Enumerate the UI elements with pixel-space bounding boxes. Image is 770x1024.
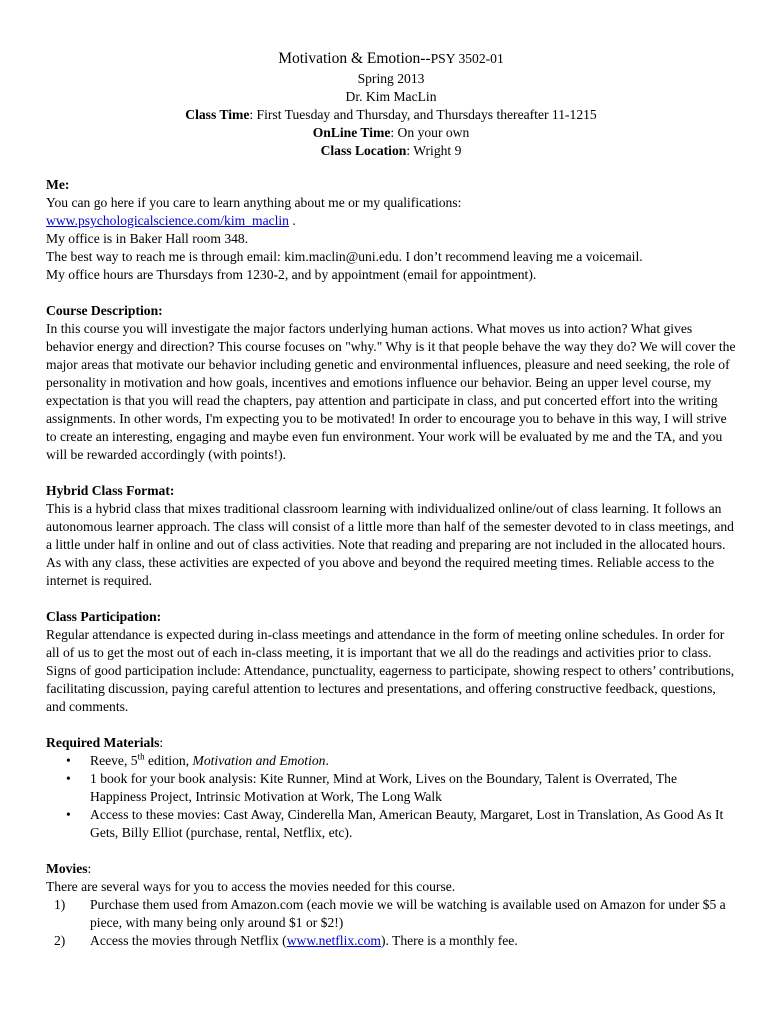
section-course-description xyxy=(46,302,736,464)
class-location-label: Class Location xyxy=(320,143,407,158)
book-analysis-options: 1 book for your book analysis: Kite Runner, Mind at Work, Lives on the Boundary, Talent is Overrated, The Happiness Project, Intrinsic Motivation at Work, The Long Walk xyxy=(90,771,677,804)
movies-intro: There are several ways for you to access the movies needed for this course. xyxy=(46,879,456,894)
syllabus-page xyxy=(46,48,736,950)
list-item xyxy=(46,932,736,950)
textbook-edition: edition, xyxy=(144,753,193,768)
amazon-option: Purchase them used from Amazon.com (each movie we will be watching is available used on Amazon for under $5 a piece, with many being only around $1 or $2!) xyxy=(90,897,726,930)
section-heading-class-participation: Class Participation: xyxy=(46,609,162,624)
movie-list: Access to these movies: Cast Away, Cinderella Man, American Beauty, Margaret, Lost in Translation, As Good As It Gets, Billy Elliot (purchase, rental, Netflix, etc). xyxy=(90,807,724,840)
class-time xyxy=(46,106,736,124)
class-location xyxy=(46,142,736,160)
online-time-value: : On your own xyxy=(390,125,470,140)
me-link-line xyxy=(46,212,736,230)
edition-superscript: th xyxy=(137,751,145,762)
section-hybrid-format xyxy=(46,482,736,590)
section-heading-required-materials xyxy=(46,734,736,752)
textbook-author: Reeve, 5 xyxy=(90,753,138,768)
term: Spring 2013 xyxy=(357,71,425,86)
movies-heading-colon: : xyxy=(87,861,92,876)
netflix-link[interactable]: www.netflix.com xyxy=(286,933,381,948)
section-me xyxy=(46,176,736,284)
textbook-title: Motivation and Emotion xyxy=(192,753,326,768)
movies-access-list xyxy=(46,896,736,950)
list-item xyxy=(46,752,736,770)
class-time-value: : First Tuesday and Thursday, and Thursdays thereafter 11-1215 xyxy=(249,107,597,122)
section-heading-hybrid-format: Hybrid Class Format: xyxy=(46,483,175,498)
bullet-icon: • xyxy=(66,771,71,786)
required-materials-heading-text: Required Materials xyxy=(46,735,160,750)
class-location-value: : Wright 9 xyxy=(406,143,462,158)
section-heading-movies xyxy=(46,860,736,878)
office-hours: My office hours are Thursdays from 1230-2, and by appointment (email for appointment). xyxy=(46,267,537,282)
list-item xyxy=(46,896,736,932)
netflix-option-suffix: ). There is a monthly fee. xyxy=(380,933,518,948)
required-materials-heading-colon: : xyxy=(159,735,164,750)
list-item xyxy=(46,770,736,806)
profile-link-suffix: . xyxy=(288,213,296,228)
online-time xyxy=(46,124,736,142)
course-description-body: In this course you will investigate the major factors underlying human actions. What moves us into action? What gives behavior energy and direction? This course focuses on "why." Why is it that people behave the way they do? We will cover the major areas that motivate our behavior including genetic and environmental influences, pleasure and need seeking, the role of personality in motivation and how goals, incentives and emotions influence our behavior. Being an upper level course, my expectation is that you will read the chapters, pay attention and participate in class, and put concerted effort into the writing assignments. In other words, I'm expecting you to be motivated! In order to encourage you to behave in this way, I will strive to create an interesting, engaging and maybe even fun environment. Your work will be evaluated by me and the TA, and you will be rewarded accordingly (with points!). xyxy=(46,321,736,462)
course-title xyxy=(46,48,736,70)
office-location: My office is in Baker Hall room 348. xyxy=(46,231,249,246)
section-required-materials xyxy=(46,734,736,842)
profile-link[interactable]: www.psychologicalscience.com/kim_maclin xyxy=(46,213,289,228)
section-movies xyxy=(46,860,736,950)
netflix-option-text: Access the movies through Netflix ( xyxy=(90,933,287,948)
bullet-icon: • xyxy=(66,753,71,768)
section-heading-course-description: Course Description: xyxy=(46,303,163,318)
list-number: 1) xyxy=(54,897,66,912)
class-participation-body: Regular attendance is expected during in-class meetings and attendance in the form of meeting online schedules. In order for all of us to get the most out of each in-class meeting, it is important that we all do the readings and activities prior to class. Signs of good participation include: Attendance, punctuality, eagerness to participate, showing respect to others’ contributions, facilitating discussion, paying careful attention to lectures and presentations, and offering constructive feedback, questions, and comments. xyxy=(46,627,735,714)
syllabus-header xyxy=(46,48,736,160)
section-heading-me: Me: xyxy=(46,177,70,192)
course-title-text: Motivation & Emotion-- xyxy=(278,50,431,67)
textbook-period: . xyxy=(325,753,329,768)
section-class-participation xyxy=(46,608,736,716)
me-intro: You can go here if you care to learn anything about me or my qualifications: xyxy=(46,195,462,210)
bullet-icon: • xyxy=(66,807,71,822)
instructor: Dr. Kim MacLin xyxy=(345,89,437,104)
online-time-label: OnLine Time xyxy=(312,125,391,140)
list-item xyxy=(46,806,736,842)
hybrid-format-body: This is a hybrid class that mixes traditional classroom learning with individualized online/out of class learning. It follows an autonomous learner approach. The class will consist of a little more than half of the semester devoted to in class meetings, and a little under half in online and out of class activities. Note that reading and preparing are not included in the allocated hours. As with any class, these activities are expected of you above and beyond the required meeting times. Reliable access to the internet is required. xyxy=(46,501,734,588)
contact-info: The best way to reach me is through email: kim.maclin@uni.edu. I don’t recommend leaving me a voicemail. xyxy=(46,249,643,264)
movies-heading-text: Movies xyxy=(46,861,88,876)
course-code: PSY 3502-01 xyxy=(430,51,504,66)
list-number: 2) xyxy=(54,933,66,948)
materials-list xyxy=(46,752,736,842)
class-time-label: Class Time xyxy=(185,107,250,122)
